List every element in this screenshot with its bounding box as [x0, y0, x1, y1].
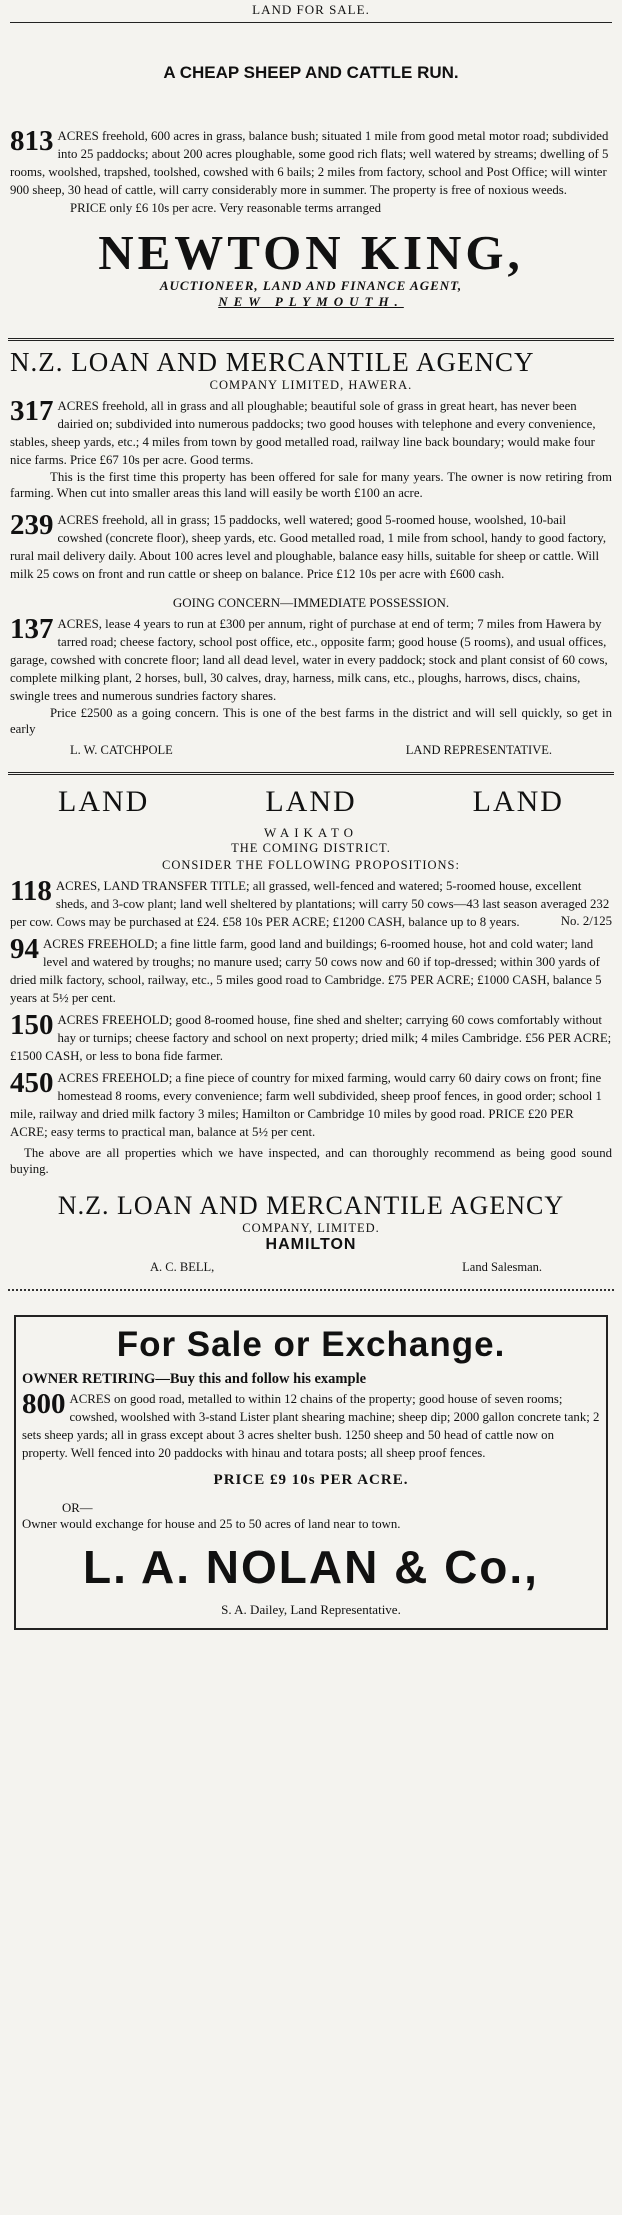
tagline: THE COMING DISTRICT. — [231, 841, 391, 855]
lot-813 — [10, 127, 612, 199]
agent-town: NEW PLYMOUTH. — [218, 294, 404, 309]
page-header: LAND FOR SALE. — [252, 2, 370, 17]
ad-nolan — [14, 1315, 608, 1630]
lot-317-note: This is the first time this property has been offered for sale for many years. The owner is now retiring from farming. When cut into smaller areas this land will easily be worth £100 an acre. — [10, 470, 612, 500]
lot-450 — [10, 1069, 612, 1141]
lot-number: 94 — [10, 933, 39, 965]
divider — [10, 22, 612, 23]
lot-description: ACRES freehold, all in grass and all ploughable; beautiful sole of grass in great heart, has never been dairied on; subdivided into numerous paddocks; two good houses with telephone and every convenience, stables, sheep yards, etc.; 4 miles from town by good metalled road, railway line back boundary; would make four nice farms. Price £67 10s per acre. Good terms. — [10, 399, 596, 467]
ad4-price: PRICE £9 10s PER ACRE. — [213, 1472, 409, 1488]
lot-number: 450 — [10, 1067, 54, 1099]
rep-name: L. W. CATCHPOLE — [70, 743, 173, 757]
rep-name: A. C. BELL, — [150, 1260, 215, 1274]
lot-number: 317 — [10, 395, 54, 427]
lot-number: 137 — [10, 613, 54, 645]
agency-company: COMPANY, LIMITED. — [242, 1221, 380, 1235]
agency-company: COMPANY LIMITED, HAWERA. — [209, 378, 413, 392]
agent-role: AUCTIONEER, LAND AND FINANCE AGENT, — [159, 278, 463, 293]
divider — [8, 772, 614, 775]
lot-ref: No. 2/125 — [560, 914, 612, 928]
lot-number: 239 — [10, 509, 54, 541]
lot-description: ACRES on good road, metalled to within 12 chains of the property; good house of seven rooms; cowshed, woolshed with 3-stand Lister plant shearing machine; sheep dip; 2000 gallon concrete tank; 2 sets sheep yards; all in grass except about 3 acres shelter bush. 1250 sheep and 50 head of cattle now on property. Well fenced into 20 paddocks with hinau and totara posts; all sheep proof fences. — [22, 1392, 600, 1460]
signature — [0, 743, 622, 758]
ad-newton-king — [0, 63, 622, 310]
lot-137-note: Price £2500 as a going concern. This is one of the best farms in the district and will sell quickly, so get in early — [10, 706, 612, 736]
land-word: LAND — [472, 785, 564, 818]
signature — [0, 1260, 622, 1275]
lot-150 — [10, 1011, 612, 1065]
rep-title: LAND REPRESENTATIVE. — [405, 743, 552, 757]
lot-800 — [22, 1390, 600, 1462]
lot-description: ACRES, LAND TRANSFER TITLE; all grassed, well-fenced and watered; 5-roomed house, excellent sheds, and 3-cow plant; land well sheltered by plantations; will carry 50 cows—43 last season averaged 232 per cow. Cows may be purchased at £24. £58 10s PER ACRE; £1200 CASH, balance up to 8 years. — [10, 879, 610, 929]
closing-note: The above are all properties which we have inspected, and can thoroughly recommend as being good sound buying. — [10, 1146, 612, 1176]
agency-name: N.Z. LOAN AND MERCANTILE AGENCY — [10, 347, 535, 377]
lot-description: ACRES FREEHOLD; a fine little farm, good land and buildings; 6-roomed house, hot and cold water; land level and watered by troughs; no manure used; carry 50 cows now and 60 if top-dressed; within 300 yards of dried milk factory, school, railway, etc., 5 miles good road to Cambridge. £75 PER ACRE; £1000 CASH, balance 5 years at 5½ per cent. — [10, 937, 602, 1005]
ad4-or: OR— — [62, 1501, 93, 1515]
agency-name: N.Z. LOAN AND MERCANTILE AGENCY — [57, 1191, 565, 1220]
lot-94 — [10, 935, 612, 1007]
ad4-lead: OWNER RETIRING—Buy this and follow his example — [22, 1371, 367, 1387]
region: WAIKATO — [264, 825, 358, 840]
lot-137 — [10, 615, 612, 705]
rep-title: Land Salesman. — [462, 1260, 542, 1274]
land-word: LAND — [265, 785, 357, 818]
land-word: LAND — [58, 785, 150, 818]
ad-nz-loan-hawera — [0, 347, 622, 758]
ad1-price: PRICE only £6 10s per acre. Very reasonable terms arranged — [70, 201, 382, 215]
lot-239 — [10, 511, 612, 583]
divider — [8, 338, 614, 341]
consider-heading: CONSIDER THE FOLLOWING PROPOSITIONS: — [162, 858, 460, 872]
ad1-headline: A CHEAP SHEEP AND CATTLE RUN. — [163, 63, 459, 82]
agent-name: NEWTON KING, — [98, 225, 524, 280]
going-concern-heading: GOING CONCERN—IMMEDIATE POSSESSION. — [172, 595, 450, 610]
lot-number: 813 — [10, 125, 54, 157]
divider — [8, 1289, 614, 1291]
lot-number: 118 — [10, 875, 52, 907]
ad4-exchange: Owner would exchange for house and 25 to 50 acres of land near to town. — [22, 1517, 401, 1531]
rep-line: S. A. Dailey, Land Representative. — [221, 1602, 401, 1617]
lot-number: 800 — [22, 1388, 66, 1420]
lot-description: ACRES FREEHOLD; a fine piece of country for mixed farming, would carry 60 dairy cows on front; fine homestead 8 rooms, every convenience; farm well subdivided, sheep proof fences, in good order; school 1 mile, railway and dried milk factory 3 miles; Hamilton or Cambridge 10 miles by good road. PRICE £20 PER ACRE; easy terms to practical man, balance at 5½ per cent. — [10, 1071, 602, 1139]
ad4-headline: For Sale or Exchange. — [116, 1325, 506, 1364]
lot-number: 150 — [10, 1009, 54, 1041]
land-banner — [0, 785, 622, 819]
ad-nz-loan-hamilton — [0, 785, 622, 1275]
lot-description: ACRES freehold, all in grass; 15 paddocks, well watered; good 5-roomed house, woolshed, 10-bail cowshed (concrete floor), sheep yards, etc. Good metalled road, 1 mile from school, handy to good factory, rural mail delivery daily. About 100 acres level and ploughable, balance easy hills, suitable for sheep or cattle. Will milk 25 cows on front and run cattle or sheep on balance. Price £12 10s per acre with £600 cash. — [10, 513, 607, 581]
lot-description: ACRES, lease 4 years to run at £300 per annum, right of purchase at end of term; 7 miles from Hawera by tarred road; cheese factory, school post office, etc., opposite farm; good house (5 rooms), and usual offices, garage, cowshed with concrete floor; land all dead level, water in every paddock; stock and plant consist of 60 cows, complete milking plant, 2 horses, bull, 30 calves, dray, harness, milk cans, etc., ploughs, harrows, discs, chains, swingle trees and numerous sundries factory shares. — [10, 617, 608, 703]
lot-description: ACRES freehold, 600 acres in grass, balance bush; situated 1 mile from good metal motor road; subdivided into 25 paddocks; about 200 acres ploughable, some good rich flats; well watered by streams; dwelling of 5 rooms, woolshed, trapshed, toolshed, cowshed with 6 bails; 2 miles from factory, school and Post Office; will winter 900 sheep, 30 head of cattle, will carry considerably more in summer. The property is free of noxious weeds. — [10, 129, 609, 197]
lot-description: ACRES FREEHOLD; good 8-roomed house, fine shed and shelter; carrying 60 cows comfortably without hay or turnips; cheese factory and school on next property; dried milk; 4 miles Cambridge. £56 PER ACRE; £1500 CASH, or less to bona fide farmer. — [10, 1013, 612, 1063]
agent-name: L. A. NOLAN & Co., — [83, 1541, 539, 1593]
agency-town: HAMILTON — [265, 1236, 357, 1253]
lot-317 — [10, 397, 612, 469]
lot-118 — [10, 877, 612, 931]
